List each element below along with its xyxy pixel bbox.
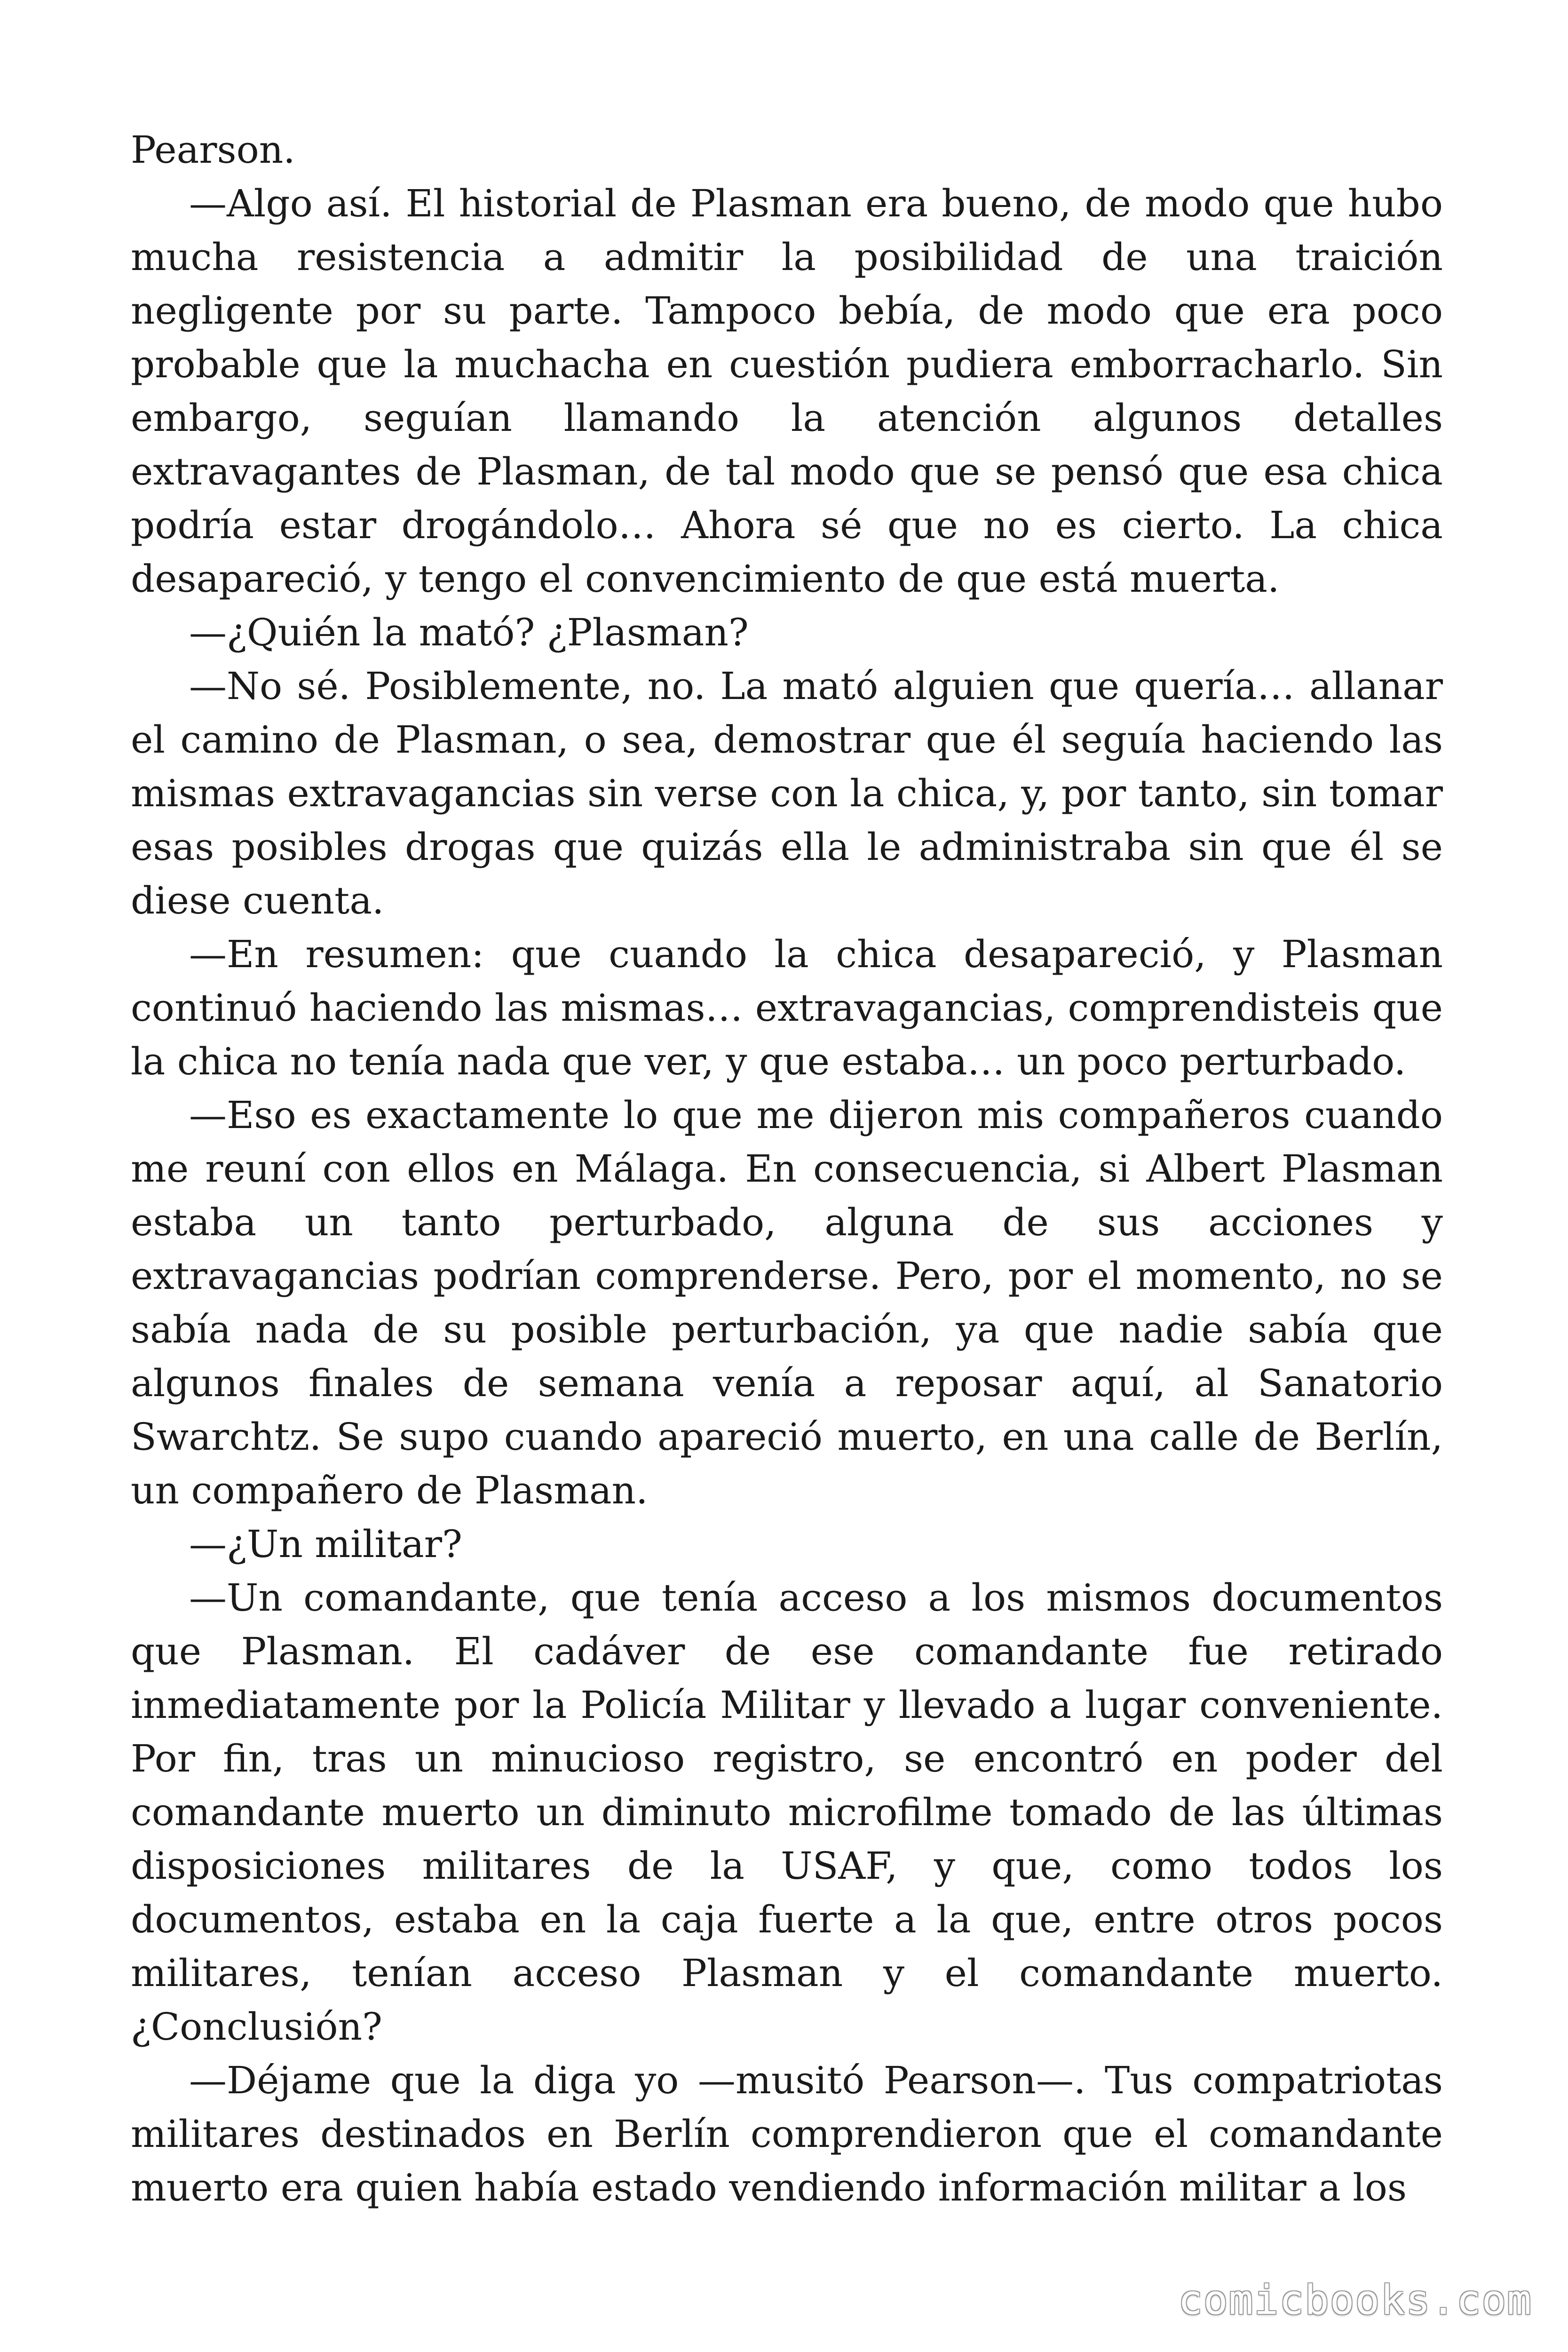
paragraph: —¿Quién la mató? ¿Plasman? (189, 611, 749, 654)
paragraph: —Déjame que la diga yo —musitó Pearson—. Tus compatriotas militares destinados en Berlín comprendieron que el comandante muerto era quien había estado vendiendo información militar a los (131, 2058, 1443, 2209)
paragraph: —Eso es exactamente lo que me dijeron mis compañeros cuando me reuní con ellos en Málaga. En consecuencia, si Albert Plasman estaba un tanto perturbado, alguna de sus acciones y extravagancias podrían comprenderse. Pero, por el momento, no se sabía nada de su posible perturbación, ya que nadie sabía que algunos finales de semana venía a reposar aquí, al Sanatorio Swarchtz. Se supo cuando apareció muerto, en una calle de Berlín, un compañero de Plasman. (131, 1093, 1443, 1512)
paragraph: —Algo así. El historial de Plasman era bueno, de modo que hubo mucha resistencia a admitir la posibilidad de una traición negligente por su parte. Tampoco bebía, de modo que era poco probable que la muchacha en cuestión pudiera emborracharlo. Sin embargo, seguían llamando la atención algunos detalles extravagantes de Plasman, de tal modo que se pensó que esa chica podría estar drogándolo… Ahora sé que no es cierto. La chica desapareció, y tengo el convencimiento de que está muerta. (131, 182, 1443, 601)
paragraph: —No sé. Posiblemente, no. La mató alguien que quería… allanar el camino de Plasman, o sea, demostrar que él seguía haciendo las mismas extravagancias sin verse con la chica, y, por tanto, sin tomar esas posibles drogas que quizás ella le administraba sin que él se diese cuenta. (131, 664, 1443, 922)
body-text (131, 123, 1443, 2215)
paragraph: —En resumen: que cuando la chica desapareció, y Plasman continuó haciendo las mismas… extravagancias, comprendisteis que la chica no tenía nada que ver, y que estaba… un poco perturbado. (131, 932, 1443, 1083)
site-watermark: comicbooks.com (1178, 2277, 1532, 2324)
paragraph-continuation: Pearson. (131, 128, 295, 172)
paragraph: —Un comandante, que tenía acceso a los mismos documentos que Plasman. El cadáver de ese comandante fue retirado inmediatamente por la Policía Militar y llevado a lugar conveniente. Por fin, tras un minucioso registro, se encontró en poder del comandante muerto un diminuto microfilme tomado de las últimas disposiciones militares de la USAF, y que, como todos los documentos, estaba en la caja fuerte a la que, entre otros pocos militares, tenían acceso Plasman y el comandante muerto. ¿Conclusión? (131, 1576, 1443, 2049)
paragraph: —¿Un militar? (189, 1522, 462, 1566)
